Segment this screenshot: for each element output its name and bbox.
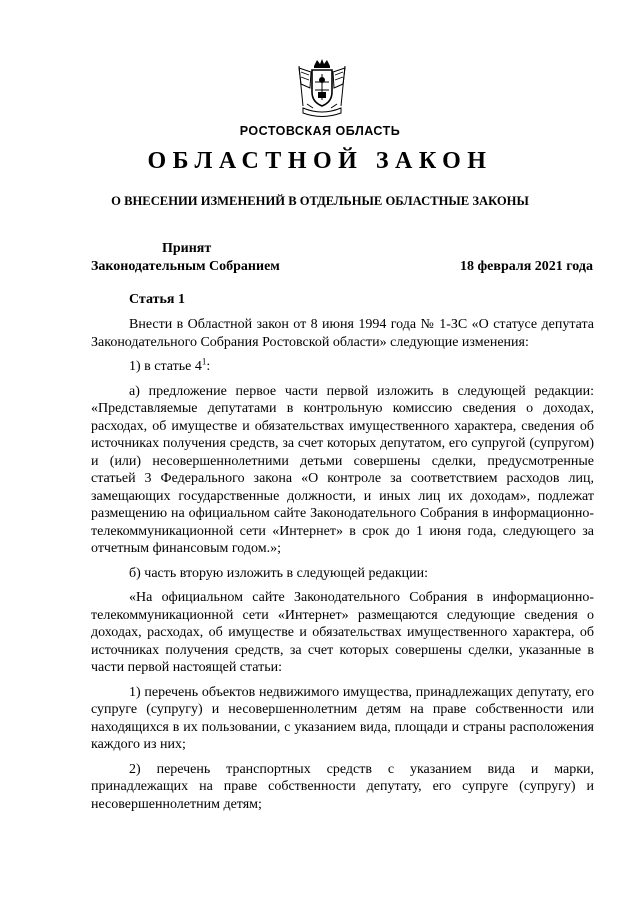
item-b: б) часть вторую изложить в следующей редакции:: [129, 565, 428, 581]
subitem-2: 2) перечень транспортных средств с указанием вида и марки, принадлежащих на праве собственности депутату, его супруге (супругу) и несовершеннолетним детям;: [91, 761, 594, 812]
adoption-label: Принят: [162, 241, 212, 256]
adoption-body: Законодательным Собранием: [91, 259, 280, 274]
item-1-text: 1) в статье 4: [129, 359, 202, 374]
subitem-1: 1) перечень объектов недвижимого имущества, принадлежащих депутату, его супруге (супругу) и несовершеннолетним детям на праве собственности или находящихся в их пользовании, с указанием вида, площади и страны расположения каждого из них;: [91, 684, 594, 752]
item-1-suffix: :: [206, 359, 211, 374]
item-a: а) предложение первое части первой изложить в следующей редакции: «Представляемые депутатами в контрольную комиссию сведения о доходах, расходах, об имуществе и обязательствах имущественного характера, сведения об источниках получения средств, за счет которых депутатом, его супругой (супругом) и (или) несовершеннолетними детьми совершены сделки, предусмотренные статьей 3 Федерального закона «О контроле за соответствием расходов лиц, замещающих государственные должности, и иных лиц их доходам», подлежат размещению на официальном сайте Законодательного Собрания в информационно-телекоммуникационной сети «Интернет» в срок до 1 июня года, следующего за отчетным финансовым годом.»;: [91, 383, 594, 556]
document-title: ОБЛАСТНОЙ ЗАКОН: [147, 148, 493, 174]
adoption-date: 18 февраля 2021 года: [460, 259, 593, 274]
coat-of-arms-icon: [297, 58, 347, 120]
article-intro: Внести в Областной закон от 8 июня 1994 года № 1-ЗС «О статусе депутата Законодательного Собрания Ростовской области» следующие изменения:: [91, 317, 594, 350]
region-name: РОСТОВСКАЯ ОБЛАСТЬ: [239, 124, 401, 138]
document-subject: О ВНЕСЕНИИ ИЗМЕНЕНИЙ В ОТДЕЛЬНЫЕ ОБЛАСТНЫЕ ЗАКОНЫ: [111, 194, 529, 208]
item-1-superscript: 1: [201, 356, 207, 367]
article-heading: Статья 1: [129, 292, 185, 307]
article-body: [91, 316, 594, 813]
quoted-text: «На официальном сайте Законодательного Собрания в информационно-телекоммуникационной сети «Интернет» размещаются следующие сведения о доходах, расходах, об имуществе и обязательствах имущественного характера, об источниках получения средств, за счет которых совершены сделки, указанные в части первой настоящей статьи:: [91, 590, 594, 675]
item-1: [91, 358, 594, 376]
